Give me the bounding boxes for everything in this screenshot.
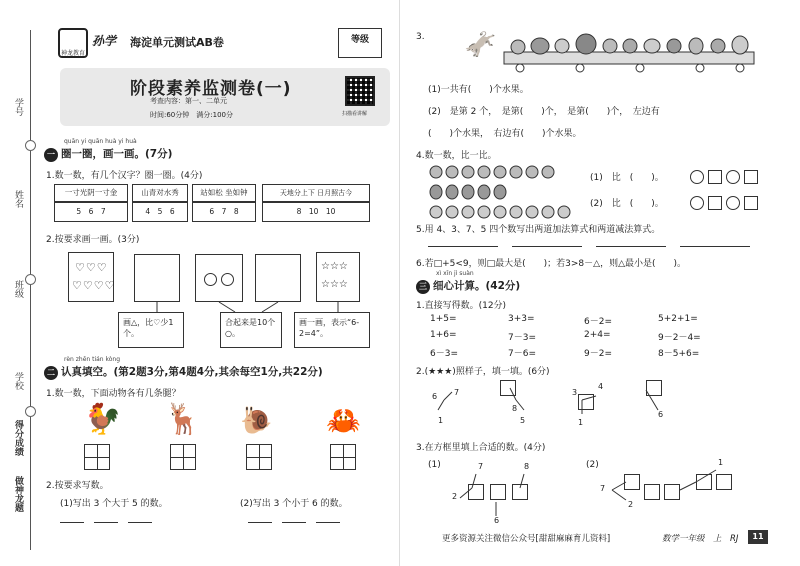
equation-line[interactable] xyxy=(596,246,666,247)
q6-text: 6.若□+5<9，则□最大是( )；若3>8－△，则△最小是( )。 xyxy=(416,259,687,269)
fill-box[interactable] xyxy=(664,484,680,500)
q3-line1: (1)一共有( )个水果。 xyxy=(428,85,529,95)
section2-badge: 二 xyxy=(44,366,58,380)
snail-icon: 🐌 xyxy=(240,406,273,436)
calc-item[interactable]: 7－6= xyxy=(508,349,536,359)
tree-number: 2 xyxy=(452,492,458,501)
tree-number: 7 xyxy=(600,484,606,493)
donkey-icon: 🫏 xyxy=(464,30,497,60)
part1-label: (1) xyxy=(428,460,441,470)
crab-legs-box[interactable] xyxy=(330,444,356,470)
phrase-cell: 山青对水秀 xyxy=(132,184,188,202)
q3-line3: ( )个水果， 右边有( )个水果。 xyxy=(428,129,582,139)
options-cell[interactable]: 5 6 7 xyxy=(54,202,128,222)
calc-item[interactable]: 1+5= xyxy=(430,314,457,324)
fill-box[interactable] xyxy=(490,484,506,500)
example-number: 6 xyxy=(658,410,664,419)
fill-box[interactable] xyxy=(644,484,660,500)
fill-box[interactable] xyxy=(646,380,662,396)
margin-label-class: 班级 xyxy=(13,280,23,298)
margin-label-score: 得分成绩 xyxy=(13,420,23,456)
answer-line[interactable] xyxy=(248,522,272,523)
fill-box[interactable] xyxy=(500,380,516,396)
example-number: 1 xyxy=(438,416,444,425)
number-tree-2 xyxy=(596,462,766,522)
fill-box[interactable] xyxy=(578,394,594,410)
tree-number: 1 xyxy=(718,458,724,467)
caption-stars: 画一画，表示“6-2=4”。 xyxy=(294,312,370,348)
s1-q1-text: 1.数一数，有几个汉字？圈一圈。(4分) xyxy=(46,171,203,181)
equation-line[interactable] xyxy=(428,246,498,247)
rooster-icon: 🐓 xyxy=(84,402,122,437)
footer-subject: 数学一年级 上 RJ xyxy=(662,534,739,544)
rooster-legs-box[interactable] xyxy=(84,444,110,470)
s3-q1-text: 1.直接写得数。(12分) xyxy=(416,301,507,311)
calc-item[interactable]: 9－2= xyxy=(584,349,612,359)
page-number: 11 xyxy=(748,530,768,544)
brand-logo: 神龙教育 xyxy=(58,28,88,58)
snail-legs-box[interactable] xyxy=(246,444,272,470)
compare-square[interactable] xyxy=(708,170,722,184)
answer-line[interactable] xyxy=(60,522,84,523)
calc-item[interactable]: 8－5+6= xyxy=(658,349,700,359)
fruit-rows xyxy=(428,162,588,222)
q4-compare-1: (1) 比 ( )。 xyxy=(590,173,664,183)
calc-item[interactable]: 5+2+1= xyxy=(658,314,698,324)
fill-box[interactable] xyxy=(512,484,528,500)
calc-item[interactable]: 2+4= xyxy=(584,330,611,340)
example-number: 7 xyxy=(454,388,460,397)
section1-badge: 一 xyxy=(44,148,58,162)
margin-label-name: 姓名 xyxy=(13,190,23,208)
s3-q2-text: 2.(★★★)照样子，填一填。(6分) xyxy=(416,367,550,377)
compare-square[interactable] xyxy=(744,170,758,184)
tree-number: 7 xyxy=(478,462,484,471)
phrase-cell: 天地分上下 日月照古今 xyxy=(262,184,370,202)
page-title: 阶段素养监测卷(一) xyxy=(130,79,292,99)
qr-caption: 扫描看讲解 xyxy=(342,111,368,117)
exam-scope: 考查内容：第一、二单元 xyxy=(150,97,227,105)
s2-q2b-text: (2)写出 3 个小于 6 的数。 xyxy=(240,499,348,509)
options-cell[interactable]: 6 7 8 xyxy=(192,202,256,222)
example-number: 8 xyxy=(512,404,518,413)
tree-number: 2 xyxy=(628,500,634,509)
right-page xyxy=(400,0,800,566)
compare-circle[interactable] xyxy=(690,196,704,210)
margin-label-student-id: 学号 xyxy=(13,98,23,116)
options-cell[interactable]: 4 5 6 xyxy=(132,202,188,222)
number-tree-1 xyxy=(440,464,580,534)
heart-icon: ♡♡♡♡ xyxy=(72,279,116,292)
part2-label: (2) xyxy=(586,460,599,470)
deer-icon: 🦌 xyxy=(164,402,202,437)
section3-heading xyxy=(416,278,520,294)
compare-circle[interactable] xyxy=(726,170,740,184)
calc-item[interactable]: 7－3= xyxy=(508,333,536,343)
calc-item[interactable]: 6－2= xyxy=(584,317,612,327)
fill-box[interactable] xyxy=(716,474,732,490)
s2-q1-text: 1.数一数，下面动物各有几条腿？ xyxy=(46,389,181,399)
q4-text: 4.数一数，比一比。 xyxy=(416,151,497,161)
section3-title: 细心计算。(42分) xyxy=(433,280,521,292)
footer-promo: 更多资源关注微信公众号[甜甜麻麻育儿资料] xyxy=(442,534,611,544)
s2-q2a-text: (1)写出 3 个大于 5 的数。 xyxy=(60,499,168,509)
deer-legs-box[interactable] xyxy=(170,444,196,470)
caption-triangle: 画△，比♡少1个。 xyxy=(118,312,184,348)
fill-box[interactable] xyxy=(696,474,712,490)
example-number: 4 xyxy=(598,382,604,391)
answer-line[interactable] xyxy=(282,522,306,523)
answer-line[interactable] xyxy=(94,522,118,523)
section2-heading xyxy=(44,364,323,380)
tree-number: 8 xyxy=(524,462,530,471)
margin-label-brand: 做神龙题 xyxy=(13,476,23,512)
fill-box[interactable] xyxy=(468,484,484,500)
margin-label-school: 学校 xyxy=(13,372,23,390)
grade-label: 等级 xyxy=(350,35,369,45)
q5-text: 5.用 4、3、7、5 四个数写出两道加法算式和两道减法算式。 xyxy=(416,225,661,235)
star-icon: ☆☆☆ xyxy=(321,261,348,272)
compare-circle[interactable] xyxy=(726,196,740,210)
s1-q2-text: 2.按要求画一画。(3分) xyxy=(46,235,140,245)
section2-pinyin: rèn zhēn tián kòng xyxy=(64,356,121,363)
brand-name: 孙学 xyxy=(92,34,117,48)
calc-item[interactable]: 6－3= xyxy=(430,349,458,359)
section1-title: 圈一圈，画一画。(7分) xyxy=(61,148,173,160)
example-number: 5 xyxy=(520,416,526,425)
section3-pinyin: xì xīn jì suàn xyxy=(436,270,474,277)
q3-line2: (2) 是第 2 个， 是第( )个， 是第( )个， 左边有 xyxy=(428,107,660,117)
section1-pinyin: quān yi quān huà yi huà xyxy=(64,138,137,145)
fruit-cart xyxy=(500,34,760,74)
time-info: 时间:60分钟 满分:100分 xyxy=(150,111,233,119)
equation-line[interactable] xyxy=(512,246,582,247)
tree-number: 6 xyxy=(494,516,500,525)
crab-icon: 🦀 xyxy=(326,404,361,437)
compare-square[interactable] xyxy=(708,196,722,210)
answer-line[interactable] xyxy=(316,522,340,523)
section2-title: 认真填空。(第2题3分,第4题4分,其余每空1分,共22分) xyxy=(61,366,323,378)
q4-compare-2: (2) 比 ( )。 xyxy=(590,199,664,209)
options-cell[interactable]: 8 10 10 xyxy=(262,202,370,222)
calc-item[interactable]: 3+3= xyxy=(508,314,535,324)
example-number: 6 xyxy=(432,392,438,401)
star-icon: ☆☆☆ xyxy=(321,279,348,290)
s2-q2-text: 2.按要求写数。 xyxy=(46,481,109,491)
section3-badge: 三 xyxy=(416,280,430,294)
series-name: 海淀单元测试AB卷 xyxy=(130,36,224,49)
equation-line[interactable] xyxy=(680,246,750,247)
calc-item[interactable]: 1+6= xyxy=(430,330,457,340)
fill-box[interactable] xyxy=(624,474,640,490)
phrase-cell: 站如松 坐如钟 xyxy=(192,184,256,202)
q3-number: 3. xyxy=(416,32,425,42)
phrase-cell: 一寸光阴一寸金 xyxy=(54,184,128,202)
caption-circles: 合起来是10个○。 xyxy=(220,312,282,348)
compare-square[interactable] xyxy=(744,196,758,210)
calc-item[interactable]: 9－2－4= xyxy=(658,333,701,343)
heart-icon: ♡♡♡ xyxy=(75,261,108,274)
example-number: 3 xyxy=(572,388,578,397)
s3-q3-text: 3.在方框里填上合适的数。(4分) xyxy=(416,443,546,453)
answer-line[interactable] xyxy=(128,522,152,523)
example-number: 1 xyxy=(578,418,584,427)
compare-circle[interactable] xyxy=(690,170,704,184)
